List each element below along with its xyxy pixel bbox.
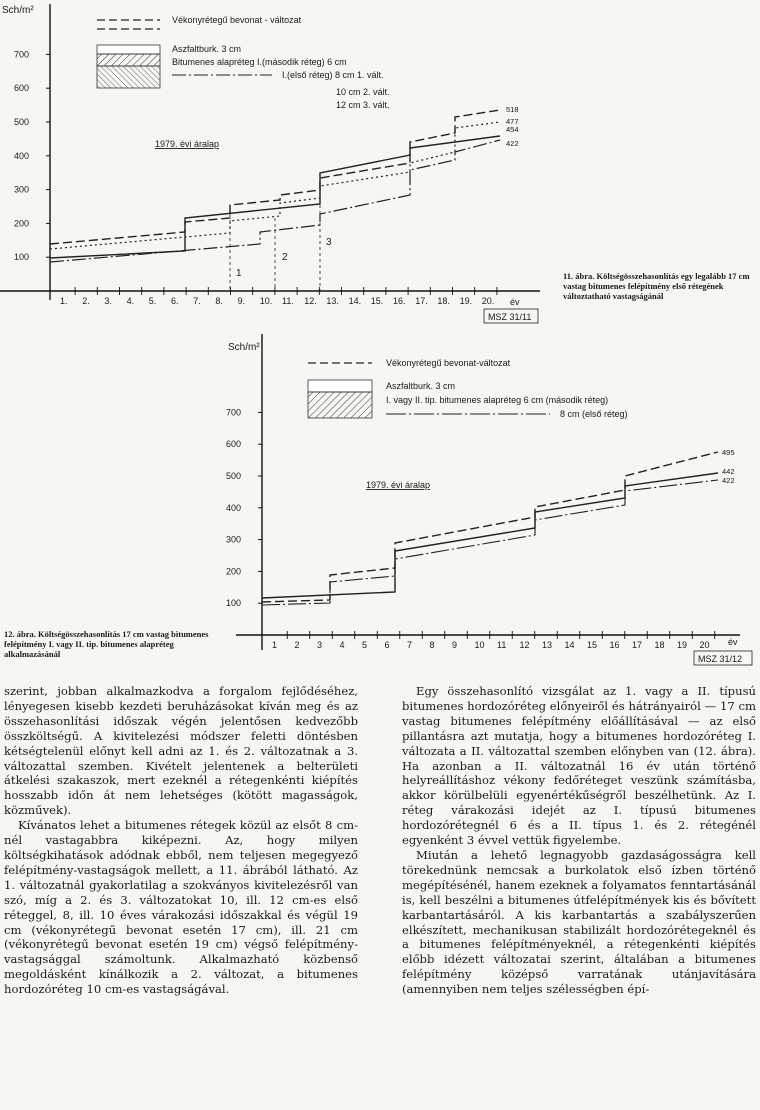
x-tick-label: 19 (677, 640, 688, 650)
x-tick-label: 4. (126, 296, 135, 306)
legend-base1-label: 8 cm (első réteg) (560, 409, 628, 419)
y-tick-label: 700 (14, 49, 30, 60)
x-tick-label: 5 (362, 640, 368, 650)
legend-thin-label: Vékonyrétegű bevonat - változat (172, 15, 302, 25)
x-tick-label: 3 (317, 640, 323, 650)
x-tick-label: 16 (609, 640, 620, 650)
x-tick-label: 18 (654, 640, 665, 650)
x-tick-label: 9 (452, 640, 458, 650)
x-tick-label: 17. (415, 296, 428, 306)
y-tick-label: 400 (226, 502, 242, 513)
legend-asphalt-label: Aszfaltburk. 3 cm (172, 44, 242, 54)
paragraph: Kívánatos lehet a bitumenes rétegek közül az elsőt 8 cm-nél vastagabbra kiképezni. Az, hogy milyen költségkihatások adódnak ebből, nem teljesen megegyező felépítmény-vastagságok mellett, a 11. ábrából látható. Az 1. változatnál gyakorlatilag a szokványos kivitelezésről van szó, míg a 2. és 3. változatokat 10, ill. 12 cm-es első réteggel, 8, ill. 10 éves várakozási időszakkal és végül 19 cm (vékonyrétegű bevonat esetén 17 cm), ill. 21 cm (vékonyrétegű bevonat esetén 19 cm) végső felépítmény-vastagsággal számoltunk. Alkalmazható közbenső megoldásként kínálkozik a 2. változat, a bitumenes hordozóréteg 10 cm-es vastagságával. (4, 818, 358, 997)
x-tick-label: 8 (429, 640, 435, 650)
series-type-1 (262, 473, 718, 598)
legend-asphalt-swatch (308, 380, 372, 392)
x-tick-label: 1. (60, 296, 68, 306)
y-tick-label: 400 (14, 150, 30, 161)
y-tick-label: 100 (226, 598, 242, 609)
legend-base1-swatch (97, 66, 160, 88)
x-tick-label: 11 (497, 640, 507, 650)
series-group (50, 110, 500, 262)
end-value-1: 518 (506, 105, 519, 114)
end-value-2: 477 (506, 117, 519, 126)
y-tick-label: 700 (226, 407, 242, 418)
y-tick-label: 600 (226, 439, 242, 450)
y-axis-label: Sch/m² (228, 342, 260, 353)
end-value-3: 422 (722, 476, 735, 485)
series-thin-coat (50, 110, 500, 244)
end-value-3: 454 (506, 125, 519, 134)
legend-base2-swatch (97, 54, 160, 66)
x-tick-label: 19. (459, 296, 473, 306)
x-tick-label: 15. (370, 296, 384, 306)
y-tick-label: 200 (14, 218, 30, 229)
legend-v3-label: 12 cm 3. vált. (336, 100, 390, 110)
y-tick-label: 300 (226, 534, 242, 545)
x-tick-label: 1 (272, 640, 278, 650)
x-tick-label: 7 (407, 640, 413, 650)
legend-v2-label: 10 cm 2. vált. (336, 87, 390, 97)
x-tick-label: 20. (481, 296, 495, 306)
series-group (262, 452, 718, 605)
price-basis-label: 1979. évi áralap (155, 139, 220, 149)
legend-thin-label: Vékonyrétegű bevonat-változat (386, 358, 511, 368)
x-unit-label: év (728, 637, 738, 647)
right-text-column (402, 684, 756, 997)
x-tick-label: 10 (474, 640, 485, 650)
y-tick-label: 600 (14, 83, 30, 94)
variant-label-2: 2 (282, 252, 288, 263)
legend-base-swatch (308, 392, 372, 418)
x-tick-label: 14. (348, 296, 362, 306)
x-tick-label: 10. (259, 296, 273, 306)
end-value-4: 422 (506, 139, 519, 148)
x-tick-label: 9. (237, 296, 246, 306)
legend-base-label: I. vagy II. tip. bitumenes alapréteg 6 cm (második réteg) (386, 395, 609, 405)
price-basis-label: 1979. évi áralap (366, 480, 431, 490)
x-tick-label: 20 (699, 640, 710, 650)
x-tick-label: 12. (304, 296, 317, 306)
variant-label-3: 3 (326, 237, 332, 248)
legend-asphalt-label: Aszfaltburk. 3 cm (386, 381, 456, 391)
y-tick-label: 100 (14, 252, 30, 263)
x-unit-label: év (510, 297, 520, 307)
series-thin-coat (262, 452, 718, 602)
end-value-2: 442 (722, 467, 735, 476)
y-tick-label: 300 (14, 184, 30, 195)
stamp-label: MSZ 31/12 (698, 654, 743, 664)
paragraph: Miután a lehető legnagyobb gazdaságosságra kell törekednünk nemcsak a burkolatok első ízben történő megépítésénél, hanem ezeknek a folyamatos fenntartásánál is, kell beszélni a bitumenes útfelépítmények kis és bővített karbantartásáról. A kis karbantartás a szabályszerűen elkészített, mechanikusan stabilizált hordozórétegeknél és a bitumenes felépítményeknél, a rétegenkénti kiépítés előbb idézett változatai szerint, általában a bitumenes felépítmény középső varratának utánjavítására (amennyiben nem teljes szélességben épí- (402, 847, 756, 997)
paragraph: szerint, jobban alkalmazkodva a forgalom fejlődéséhez, lényegesen kisebb kezdeti beruházásokat kíván meg és az összehasonlítási időszak végén jelentősen kedvezőbb összköltségű. A kivitelezési módszer feletti döntésben kétségtelenül előnyt kell adni az 1. és 2. változatnak a 3. változattal szemben. Kivételt jelentenek a belterületi átkelési szakaszok, mert ezeknél a rétegenkénti kiépítés hosszabb időn át nem lehetséges (kötött magasságok, közművek). (4, 684, 358, 818)
x-tick-label: 6. (171, 296, 179, 306)
x-tick-label: 16. (393, 296, 406, 306)
x-tick-label: 13 (542, 640, 553, 650)
x-tick-label: 14 (564, 640, 575, 650)
x-tick-label: 2. (82, 296, 90, 306)
y-axis-label: Sch/m² (2, 5, 34, 16)
stamp-label: MSZ 31/11 (488, 312, 532, 322)
x-tick-label: 5. (148, 296, 157, 306)
figure-12-cost-chart (0, 330, 760, 670)
x-tick-label: 6 (384, 640, 390, 650)
series-variant-2 (50, 136, 500, 258)
x-tick-label: 8. (215, 296, 223, 306)
x-tick-label: 18. (437, 296, 450, 306)
legend-base2-label: Bitumenes alapréteg I.(második réteg) 6 cm (172, 57, 347, 67)
y-tick-label: 500 (14, 117, 30, 127)
figure-12-caption: 12. ábra. Költségösszehasonlítás 17 cm vastag bitumenes felépítmény I. vagy II. tip. bitumenes alapréteg alkalmazásánál (4, 629, 209, 659)
x-tick-label: 2 (294, 640, 300, 650)
variant-label-1: 1 (236, 268, 242, 279)
legend-asphalt-swatch (97, 45, 160, 54)
x-tick-label: 7. (193, 296, 201, 306)
x-tick-label: 17 (632, 640, 643, 650)
x-tick-label: 12 (519, 640, 530, 650)
x-tick-label: 13. (326, 296, 339, 306)
y-tick-label: 200 (226, 566, 242, 577)
paragraph: Egy összehasonlító vizsgálat az 1. vagy a II. típusú bitumenes hordozóréteg előnyeiről és hátrányairól — 17 cm vastag bitumenes felépítmény előállításával — az első pillantásra azt mutatja, hogy a bitumenes hordozóréteg I. változata a II. változattal szemben előnyben van (12. ábra). Ha azonban a II. változatnál 16 év után történő helyreállításhoz vékony fedőréteget veszünk számításba, akkor körülbelüli egyenértékűségről beszélhetünk. Az I. réteg várakozási idejét az I. típusú bitumenes hordozórétegnél 6 és a II. típus 1. és 2. rétegénél egyenként 3 évvel vettük figyelembe. (402, 684, 756, 848)
x-tick-label: 11. (282, 296, 294, 306)
y-tick-label: 500 (226, 471, 242, 481)
left-text-column (4, 684, 358, 997)
x-tick-label: 15 (587, 640, 598, 650)
x-tick-label: 3. (104, 296, 112, 306)
series-type-2 (262, 480, 718, 605)
x-tick-label: 4 (339, 640, 345, 650)
figure-11-caption: 11. ábra. Költségösszehasonlítás egy legalább 17 cm vastag bitumenes felépítmény első rétegének változtatható vastagságánál (563, 271, 750, 301)
legend-base1-label: I.(első réteg) 8 cm 1. vált. (282, 70, 384, 80)
end-value-1: 495 (722, 448, 735, 457)
